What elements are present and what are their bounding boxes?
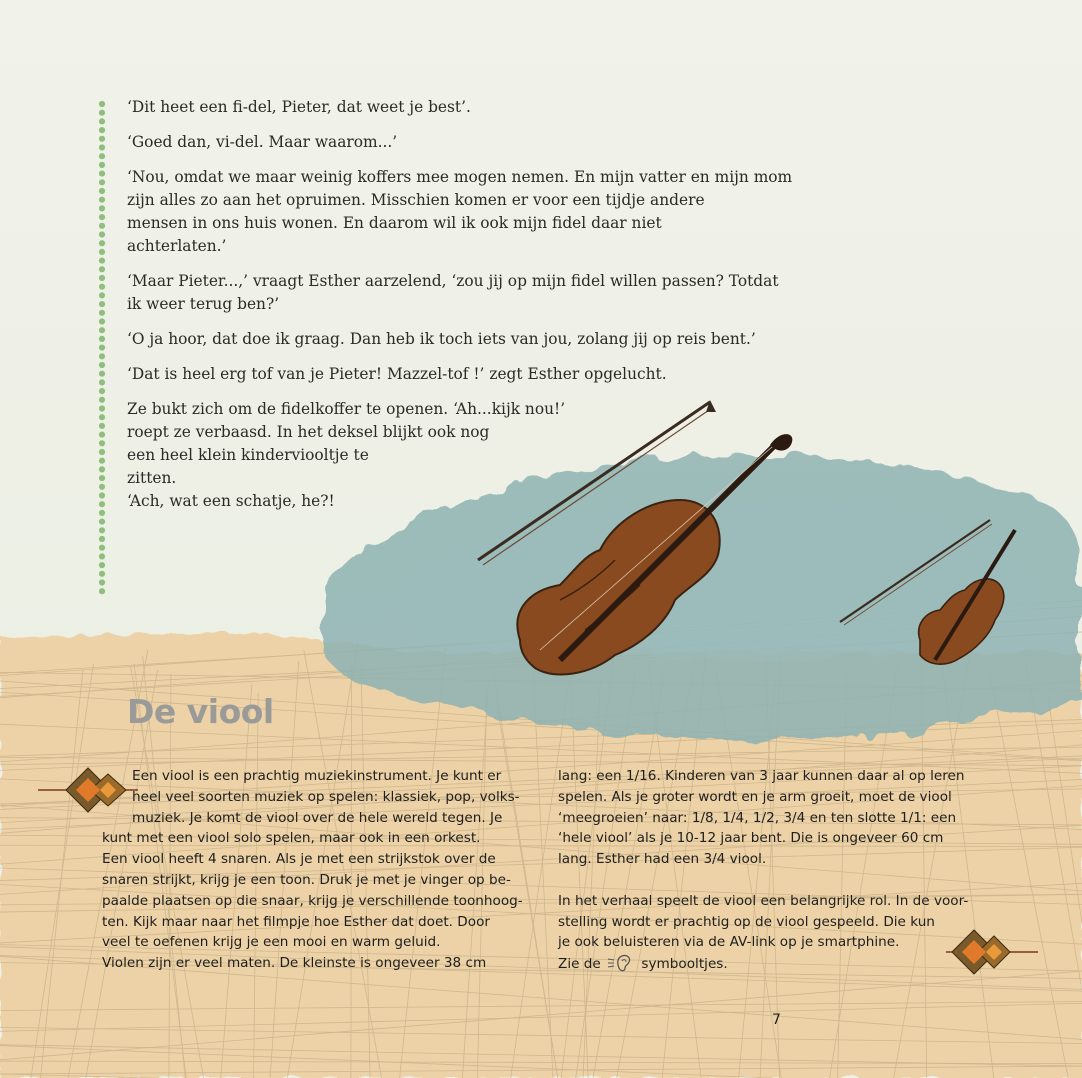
info-line: ‘hele viool’ als je 10-12 jaar bent. Die is ongeveer 60 cm (558, 830, 944, 847)
margin-dot (99, 162, 105, 168)
margin-dot (99, 405, 105, 411)
margin-dot (99, 240, 105, 246)
story-paragraph (127, 166, 792, 258)
margin-dot (99, 484, 105, 490)
story-line: zijn alles zo aan het opruimen. Misschien komen er voor een tijdje andere (127, 191, 705, 209)
story-line: achterlaten.’ (127, 237, 227, 255)
info-line: lang. Esther had een 3/4 viool. (558, 851, 767, 868)
margin-dot (99, 371, 105, 377)
av-hint-suffix: symbooltjes. (637, 956, 728, 973)
margin-dot (99, 492, 105, 498)
info-line: Een viool is een prachtig muziekinstrument. Je kunt er (132, 768, 502, 784)
margin-dot (99, 231, 105, 237)
story-line: ik weer terug ben?’ (127, 295, 280, 313)
info-line: snaren strijkt, krijg je een toon. Druk je met je vinger op be- (102, 871, 511, 888)
margin-dot (99, 179, 105, 185)
margin-dot (99, 388, 105, 394)
story-line: ‘O ja hoor, dat doe ik graag. Dan heb ik toch iets van jou, zolang jij op reis bent.’ (127, 330, 756, 348)
info-line: Een viool heeft 4 snaren. Als je met een strijkstok over de (102, 851, 496, 868)
margin-dot (99, 318, 105, 324)
margin-dot (99, 223, 105, 229)
story-line: Ze bukt zich om de fidelkoffer te openen. ‘Ah...kijk nou!’ (127, 400, 566, 418)
margin-dot (99, 310, 105, 316)
info-line: kunt met een viool solo spelen, maar ook in een orkest. (102, 830, 481, 847)
margin-dot (99, 449, 105, 455)
story-line: ‘Maar Pieter...,’ vraagt Esther aarzelend, ‘zou jij op mijn fidel willen passen? Totdat (127, 272, 779, 290)
story-paragraph (127, 328, 756, 351)
story-paragraph (127, 270, 779, 316)
story-line: een heel klein kinderviooltje te (127, 446, 369, 464)
ear-icon (607, 953, 635, 973)
margin-dot (99, 110, 105, 116)
margin-dot (99, 101, 105, 107)
margin-dot (99, 527, 105, 533)
margin-dot (99, 362, 105, 368)
margin-dot (99, 519, 105, 525)
story-paragraph (127, 398, 565, 513)
margin-dot (99, 423, 105, 429)
margin-dot (99, 579, 105, 585)
margin-dot (99, 249, 105, 255)
story-line: ‘Ach, wat een schatje, he?! (127, 492, 335, 510)
margin-dot (99, 275, 105, 281)
info-line: In het verhaal speelt de viool een belangrijke rol. In de voor- (558, 892, 969, 909)
story-line: roept ze verbaasd. In het deksel blijkt ook nog (127, 423, 490, 441)
info-column-right (558, 766, 968, 975)
margin-dot (99, 475, 105, 481)
story-paragraph (127, 96, 471, 119)
margin-dot (99, 214, 105, 220)
info-line (558, 870, 968, 891)
margin-dot (99, 432, 105, 438)
info-line: lang: een 1/16. Kinderen van 3 jaar kunnen daar al op leren (558, 768, 965, 784)
story-line: zitten. (127, 469, 177, 487)
margin-dot (99, 284, 105, 290)
margin-dot (99, 458, 105, 464)
margin-dot (99, 205, 105, 211)
info-line: spelen. Als je groter wordt en je arm groeit, moet de viool (558, 788, 952, 805)
margin-dot (99, 266, 105, 272)
av-hint-prefix: Zie de (558, 956, 601, 973)
info-line: muziek. Je komt de viool over de hele wereld tegen. Je (132, 809, 503, 826)
margin-dot (99, 379, 105, 385)
margin-dot (99, 501, 105, 507)
margin-dot (99, 345, 105, 351)
margin-dot (99, 327, 105, 333)
story-line: ‘Dat is heel erg tof van je Pieter! Mazzel-tof !’ zegt Esther opgelucht. (127, 365, 667, 383)
info-line: ‘meegroeien’ naar: 1/8, 1/4, 1/2, 3/4 en ten slotte 1/1: een (558, 809, 957, 826)
margin-dot (99, 545, 105, 551)
margin-dot (99, 197, 105, 203)
margin-dot (99, 301, 105, 307)
info-line: stelling wordt er prachtig op de viool gespeeld. Die kun (558, 913, 935, 930)
margin-dot (99, 414, 105, 420)
info-line: paalde plaatsen op die snaar, krijg je verschillende toonhoog- (102, 892, 523, 909)
page-number: 7 (772, 1012, 781, 1028)
margin-dot (99, 571, 105, 577)
margin-dot (99, 440, 105, 446)
info-line: je ook beluisteren via de AV-link op je smartphine. (558, 934, 900, 951)
margin-dot (99, 588, 105, 594)
story-paragraph (127, 363, 667, 386)
margin-dot (99, 336, 105, 342)
margin-dot (99, 153, 105, 159)
info-line: heel veel soorten muziek op spelen: klassiek, pop, volks- (132, 788, 520, 805)
margin-dot (99, 258, 105, 264)
story-line: mensen in ons huis wonen. En daarom wil ik ook mijn fidel daar niet (127, 214, 662, 232)
info-line: Violen zijn er veel maten. De kleinste is ongeveer 38 cm (102, 955, 487, 972)
story-line: ‘Dit heet een fi-del, Pieter, dat weet je best’. (127, 98, 471, 116)
margin-dot (99, 353, 105, 359)
margin-dot (99, 188, 105, 194)
margin-dot (99, 553, 105, 559)
margin-dot (99, 292, 105, 298)
margin-dot (99, 510, 105, 516)
margin-dot (99, 127, 105, 133)
av-link-hint (558, 953, 968, 975)
section-title: De viool (127, 692, 274, 731)
dotted-margin-line (96, 100, 108, 600)
info-column-left (102, 766, 523, 974)
story-line: ‘Goed dan, vi-del. Maar waarom...’ (127, 133, 398, 151)
margin-dot (99, 136, 105, 142)
margin-dot (99, 562, 105, 568)
margin-dot (99, 466, 105, 472)
margin-dot (99, 118, 105, 124)
margin-dot (99, 397, 105, 403)
info-line: ten. Kijk maar naar het filmpje hoe Esther dat doet. Door (102, 913, 490, 930)
info-line: veel te oefenen krijg je een mooi en warm geluid. (102, 934, 441, 951)
margin-dot (99, 144, 105, 150)
story-line: ‘Nou, omdat we maar weinig koffers mee mogen nemen. En mijn vatter en mijn mom (127, 168, 793, 186)
story-paragraph (127, 131, 397, 154)
margin-dot (99, 536, 105, 542)
margin-dot (99, 171, 105, 177)
